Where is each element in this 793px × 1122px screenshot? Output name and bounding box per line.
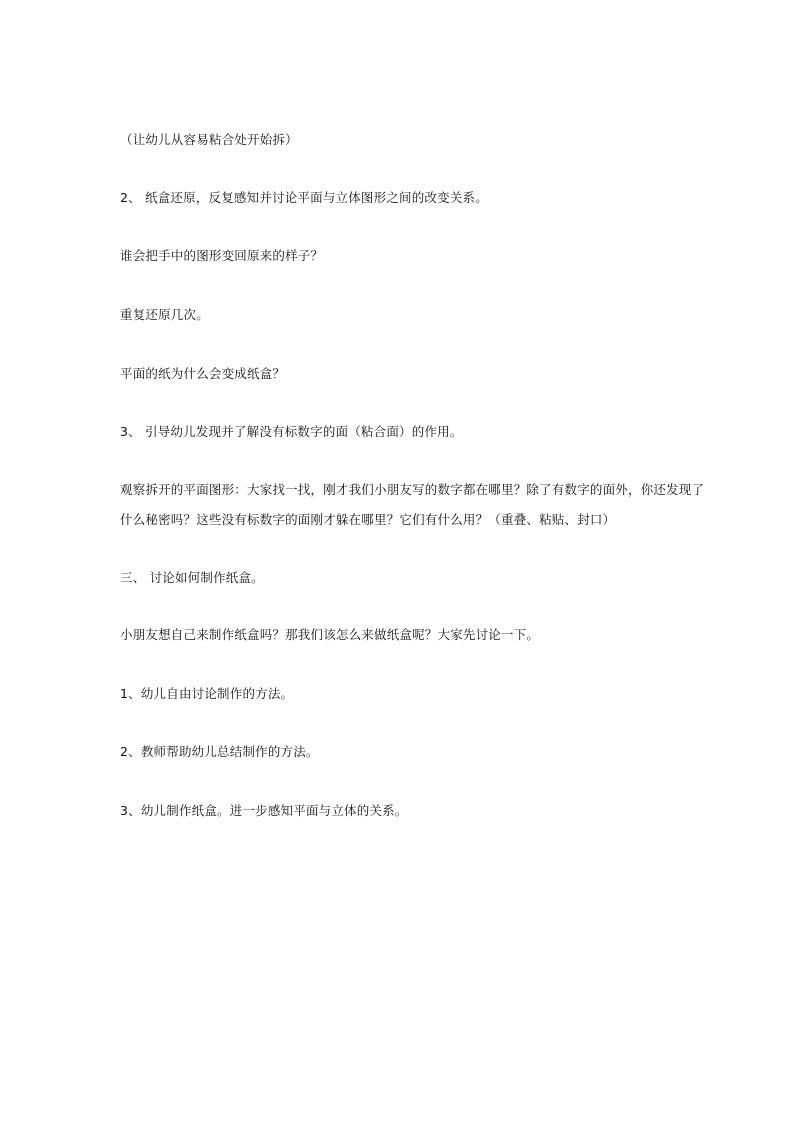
- paragraph-observe-flat-shape-line-2: 什么秘密吗？这些没有标数字的面刚才躲在哪里？它们有什么用？（重叠、粘贴、封口）: [120, 512, 616, 527]
- paragraph-item-1-free-discussion: 1、幼儿自由讨论制作的方法。: [120, 686, 294, 701]
- paragraph-question-paper-to-box: 平面的纸为什么会变成纸盒？: [120, 366, 286, 381]
- paragraph-observe-flat-shape-line-1: 观察拆开的平面图形：大家找一找，刚才我们小朋友写的数字都在哪里？除了有数字的面外，你还发现了: [120, 482, 705, 497]
- paragraph-item-3-make-box: 3、幼儿制作纸盒。进一步感知平面与立体的关系。: [120, 803, 408, 818]
- paragraph-question-restore-shape: 谁会把手中的图形变回原来的样子？: [120, 248, 324, 263]
- paragraph-step-3-unnumbered-faces: 3、 引导幼儿发现并了解没有标数字的面（粘合面）的作用。: [120, 424, 463, 439]
- paragraph-step-2-restore-box: 2、 纸盒还原，反复感知并讨论平面与立体图形之间的改变关系。: [120, 190, 488, 205]
- paragraph-note-start-unpacking: （让幼儿从容易粘合处开始拆）: [120, 132, 298, 147]
- paragraph-section-3-discuss: 三、 讨论如何制作纸盒。: [120, 570, 264, 585]
- paragraph-item-2-teacher-summary: 2、教师帮助幼儿总结制作的方法。: [120, 744, 319, 759]
- paragraph-repeat-restore: 重复还原几次。: [120, 307, 209, 322]
- paragraph-question-make-box: 小朋友想自己来制作纸盒吗？那我们该怎么来做纸盒呢？大家先讨论一下。: [120, 627, 540, 642]
